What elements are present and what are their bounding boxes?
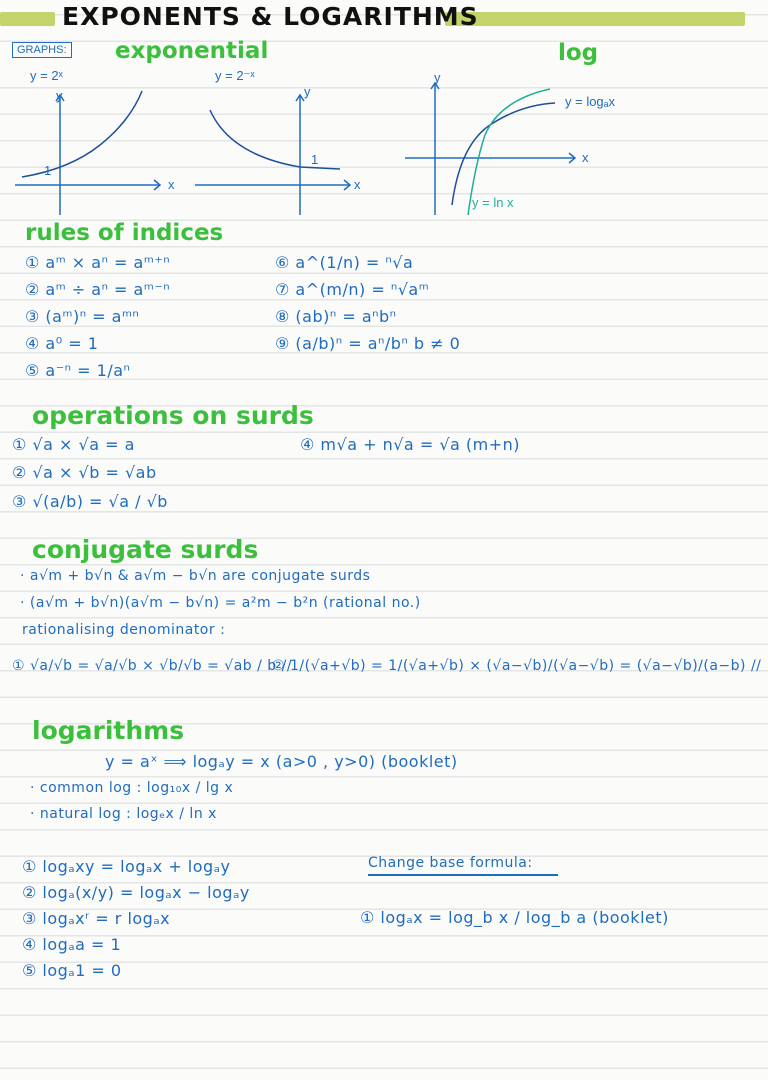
exponential-heading: exponential (115, 38, 269, 64)
page-title: EXPONENTS & LOGARITHMS (62, 2, 479, 31)
index-rule-2: ② aᵐ ÷ aⁿ = aᵐ⁻ⁿ (25, 280, 171, 299)
natural-log: · natural log : logₑx / ln x (30, 806, 217, 822)
logarithms-heading: logarithms (32, 716, 185, 745)
log-rule-5: ⑤ logₐ1 = 0 (22, 961, 122, 980)
surd-rule-1: ① √a × √a = a (12, 435, 135, 454)
index-rule-1: ① aᵐ × aⁿ = aᵐ⁺ⁿ (25, 253, 171, 272)
index-rule-7: ⑦ a^(m/n) = ⁿ√aᵐ (275, 280, 430, 299)
conjugate-heading: conjugate surds (32, 535, 259, 564)
graphs-label: GRAPHS: (12, 42, 72, 58)
graph2-intercept: 1 (311, 152, 319, 167)
surd-rule-4: ④ m√a + n√a = √a (m+n) (300, 435, 521, 454)
index-rule-5: ⑤ a⁻ⁿ = 1/aⁿ (25, 361, 131, 380)
index-rule-3: ③ (aᵐ)ⁿ = aᵐⁿ (25, 307, 140, 326)
conjugate-bullet-2: · (a√m + b√n)(a√m − b√n) = a²m − b²n (rational no.) (20, 595, 421, 611)
graph2-equation: y = 2⁻ˣ (215, 68, 255, 83)
change-base-formula: ① logₐx = log_b x / log_b a (booklet) (360, 908, 669, 927)
log-rule-2: ② logₐ(x/y) = logₐx − logₐy (22, 883, 250, 902)
graph1-y-label: y (56, 88, 63, 103)
index-rule-6: ⑥ a^(1/n) = ⁿ√a (275, 253, 414, 272)
graph3-curve2-label: y = ln x (472, 195, 514, 210)
change-base-heading: Change base formula: (368, 855, 558, 876)
log-rule-3: ③ logₐxʳ = r logₐx (22, 909, 171, 928)
conjugate-bullet-1: · a√m + b√n & a√m − b√n are conjugate surds (20, 568, 371, 584)
surds-heading: operations on surds (32, 401, 314, 430)
index-rule-9: ⑨ (a/b)ⁿ = aⁿ/bⁿ b ≠ 0 (275, 334, 461, 353)
highlighter-left (0, 12, 55, 26)
log-heading: log (558, 40, 599, 66)
graph3-x-label: x (582, 150, 589, 165)
index-rule-4: ④ a⁰ = 1 (25, 334, 99, 353)
log-definition: y = aˣ ⟹ logₐy = x (a>0 , y>0) (booklet) (105, 752, 458, 771)
index-rule-8: ⑧ (ab)ⁿ = aⁿbⁿ (275, 307, 397, 326)
graph3-curve1-label: y = logₐx (565, 94, 616, 109)
graph1-intercept: 1 (44, 163, 52, 178)
graph2-x-label: x (354, 177, 361, 192)
common-log: · common log : log₁₀x / lg x (30, 780, 234, 796)
log-rule-1: ① logₐxy = logₐx + logₐy (22, 857, 231, 876)
rationalising-example-2: ② 1/(√a+√b) = 1/(√a+√b) × (√a−√b)/(√a−√b) = (√a−√b)/(a−b) // (272, 658, 762, 674)
surd-rule-3: ③ √(a/b) = √a / √b (12, 492, 168, 511)
rationalising-label: rationalising denominator : (22, 622, 226, 638)
indices-heading: rules of indices (25, 220, 224, 246)
graph-exponential-decay (190, 85, 360, 217)
rationalising-example-1: ① √a/√b = √a/√b × √b/√b = √ab / b // (12, 658, 293, 674)
log-rule-4: ④ logₐa = 1 (22, 935, 122, 954)
surd-rule-2: ② √a × √b = √ab (12, 463, 157, 482)
graph2-y-label: y (304, 84, 311, 99)
graph3-y-label: y (434, 70, 441, 85)
highlighter-right (445, 12, 745, 26)
graph1-x-label: x (168, 177, 175, 192)
graph-exponential-growth (10, 85, 180, 217)
graph1-equation: y = 2ˣ (30, 68, 63, 83)
